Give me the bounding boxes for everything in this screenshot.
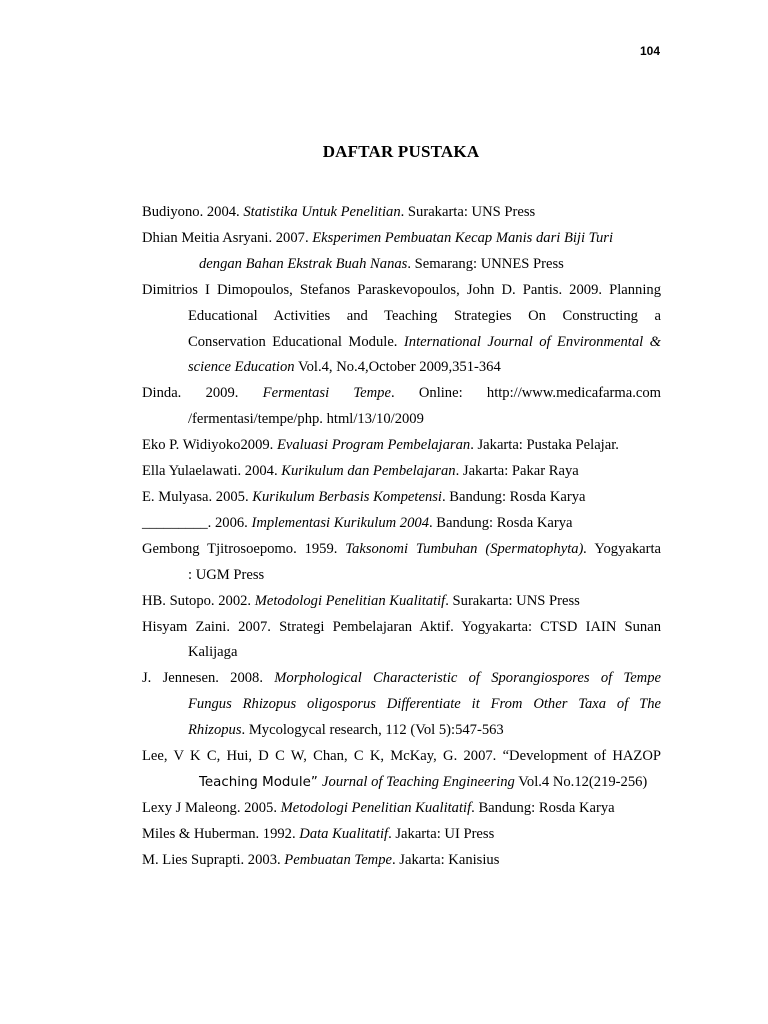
ref-author: Eko P. Widiyoko2009. bbox=[142, 437, 277, 454]
ref-url-continued: /fermentasi/tempe/php. html/13/10/2009 bbox=[188, 411, 424, 428]
ref-author: E. Mulyasa. 2005. bbox=[142, 488, 253, 505]
ref-title: Statistika Untuk Penelitian bbox=[243, 204, 401, 220]
reference-entry-ella bbox=[142, 459, 661, 485]
reference-entry-mulyasa-2006 bbox=[142, 511, 661, 537]
page-title: DAFTAR PUSTAKA bbox=[322, 142, 480, 161]
ref-title: Morphological Characteristic of Sporangiospores of Tempe bbox=[274, 670, 661, 687]
ref-text: Conservation Educational Module. bbox=[188, 333, 404, 350]
ref-publisher: . Surakarta: UNS Press bbox=[400, 204, 536, 220]
reference-entry-mulyasa-2005 bbox=[142, 485, 661, 511]
ref-title-continued: Rhizopus bbox=[188, 722, 242, 739]
ref-title: Kurikulum dan Pembelajaran bbox=[281, 463, 456, 480]
reference-entry-lexy bbox=[142, 796, 661, 822]
ref-year: 2009. bbox=[205, 385, 239, 402]
ref-online-label: Online: bbox=[418, 385, 463, 402]
ref-author: Ella Yulaelawati. 2004. bbox=[142, 463, 282, 480]
ref-author: M. Lies Suprapti. 2003. bbox=[142, 851, 285, 868]
ref-publisher: . Jakarta: UI Press bbox=[388, 825, 495, 842]
ref-author: _________. 2006. bbox=[142, 514, 252, 531]
reference-entry-dhian bbox=[142, 226, 661, 278]
reference-list bbox=[142, 200, 661, 874]
reference-entry-lee bbox=[142, 744, 661, 796]
ref-author: Lexy J Maleong. 2005. bbox=[142, 799, 281, 816]
ref-title-continued: Fungus Rhizopus oligosporus Differentiate it From Other Taxa of The bbox=[188, 696, 661, 713]
reference-entry-budiyono bbox=[142, 200, 661, 226]
ref-publisher: . Semarang: UNNES Press bbox=[407, 255, 564, 272]
ref-author: Dinda. bbox=[142, 385, 182, 402]
ref-author: Budiyono. 2004. bbox=[142, 204, 244, 220]
ref-publisher: : UGM Press bbox=[188, 566, 265, 583]
ref-title: Metodologi Penelitian Kualitatif bbox=[254, 592, 446, 609]
ref-line: Hisyam Zaini. 2007. Strategi Pembelajaran Aktif. Yogyakarta: CTSD IAIN Sunan bbox=[142, 618, 661, 635]
ref-publisher: . Jakarta: Kanisius bbox=[391, 851, 500, 868]
ref-text: Teaching Module” bbox=[199, 774, 323, 790]
ref-author: HB. Sutopo. 2002. bbox=[142, 592, 255, 609]
ref-line: Lee, V K C, Hui, D C W, Chan, C K, McKay, G. 2007. “Development of HAZOP bbox=[142, 748, 661, 765]
ref-title: Eksperimen Pembuatan Kecap Manis dari Biji Turi bbox=[312, 229, 614, 246]
ref-title: Evaluasi Program Pembelajaran bbox=[276, 437, 471, 454]
ref-line: Dimitrios I Dimopoulos, Stefanos Paraskevopoulos, John D. Pantis. 2009. Planning bbox=[142, 281, 661, 298]
ref-title-continued: dengan Bahan Ekstrak Buah Nanas bbox=[199, 255, 408, 272]
reference-entry-sutopo bbox=[142, 589, 661, 615]
reference-entry-eko bbox=[142, 433, 661, 459]
ref-line: Educational Activities and Teaching Strategies On Constructing a bbox=[188, 307, 661, 324]
ref-title: Fermentasi Tempe bbox=[262, 385, 391, 402]
reference-entry-miles bbox=[142, 822, 661, 848]
ref-author: Dhian Meitia Asryani. 2007. bbox=[142, 229, 313, 246]
ref-journal: Journal of Teaching Engineering bbox=[322, 773, 515, 790]
page-number: 104 bbox=[639, 44, 660, 58]
ref-journal: International Journal of Environmental & bbox=[403, 333, 661, 350]
reference-entry-hisyam bbox=[142, 615, 661, 667]
reference-entry-gembong bbox=[142, 537, 661, 589]
ref-volume: Vol.4, No.4,October 2009,351-364 bbox=[294, 359, 501, 376]
ref-title: Implementasi Kurikulum 2004 bbox=[251, 514, 429, 531]
ref-publisher: . Bandung: Rosda Karya bbox=[471, 799, 615, 816]
ref-journal: . Mycologycal research, 112 (Vol 5):547-563 bbox=[241, 722, 504, 739]
ref-url: http://www.medicafarma.com bbox=[486, 385, 662, 402]
ref-title: Metodologi Penelitian Kualitatif bbox=[280, 799, 472, 816]
ref-author: Gembong Tjitrosoepomo. 1959. bbox=[142, 540, 346, 557]
ref-title: Data Kualitatif bbox=[299, 825, 389, 842]
ref-title: Pembuatan Tempe bbox=[284, 851, 392, 868]
ref-city: Yogyakarta bbox=[587, 540, 662, 557]
ref-publisher: . Bandung: Rosda Karya bbox=[429, 514, 573, 531]
ref-publisher: . Jakarta: Pakar Raya bbox=[455, 463, 579, 480]
ref-line: Kalijaga bbox=[188, 644, 238, 661]
ref-author: Miles & Huberman. 1992. bbox=[142, 825, 300, 842]
ref-volume: Vol.4 No.12(219-256) bbox=[514, 773, 648, 790]
reference-entry-jennesen bbox=[142, 666, 661, 744]
ref-journal-continued: science Education bbox=[188, 359, 295, 376]
ref-title: Taksonomi Tumbuhan (Spermatophyta). bbox=[345, 540, 588, 557]
ref-publisher: . Bandung: Rosda Karya bbox=[441, 488, 586, 505]
ref-author: J. Jennesen. 2008. bbox=[142, 670, 275, 687]
reference-entry-dimitrios bbox=[142, 278, 661, 382]
ref-publisher: . Jakarta: Pustaka Pelajar. bbox=[470, 437, 619, 454]
ref-title: Kurikulum Berbasis Kompetensi bbox=[252, 488, 442, 505]
ref-punct: . bbox=[390, 385, 395, 402]
ref-publisher: . Surakarta: UNS Press bbox=[445, 592, 580, 609]
reference-entry-suprapti bbox=[142, 848, 661, 874]
reference-entry-dinda bbox=[142, 381, 661, 433]
